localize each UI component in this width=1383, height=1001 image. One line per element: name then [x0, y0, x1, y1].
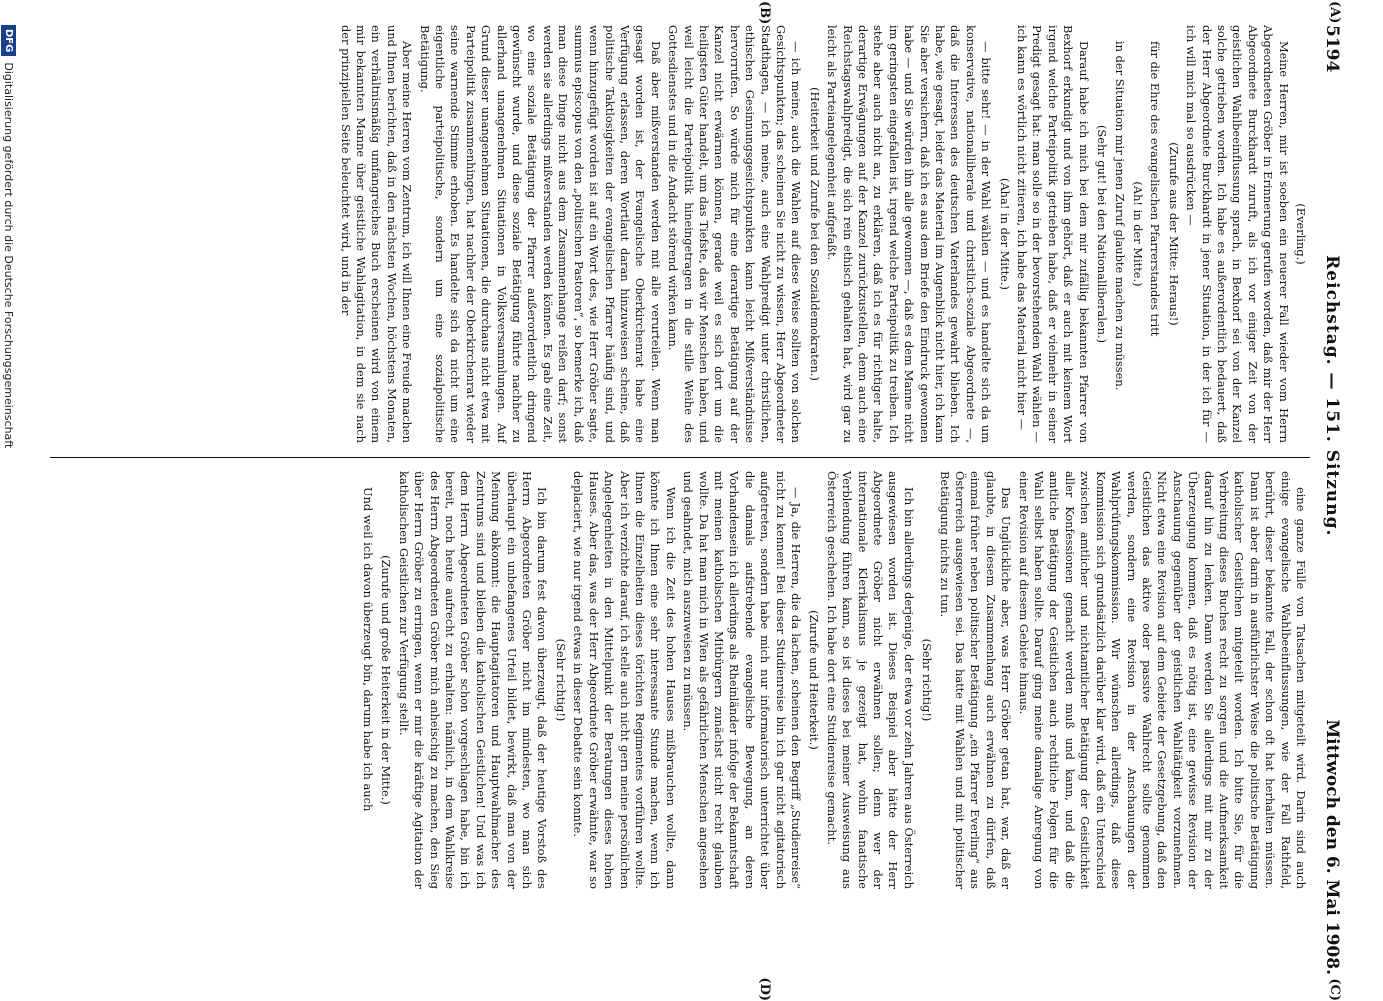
speaker-label: (Everling.): [1293, 203, 1308, 265]
rotated-document-page: [2, 1, 1352, 1001]
margin-marker-c: (C): [1326, 978, 1342, 1001]
dfg-logo: DFG: [1, 25, 16, 56]
column-divider: [50, 457, 1310, 458]
margin-marker-b: (B): [756, 1, 772, 25]
interjection: (Sehr gut! bei den Nationalliberalen.): [1094, 124, 1109, 344]
margin-marker-d: (D): [756, 977, 772, 1001]
paragraph: Daß aber mißverstanden werden mit alle verurteilen. Wenn man gesagt worden ist, der Evangelische Oberkirchenrat habe eine Verfügung erlassen, deren Wortlaut daran hinzuweisen scheine, daß politische Taktlosigkeiten der evangelischen Pfarrer häufig sind, und wenn hinzugefügt worden ist auf ein Wort des, wie Herr Gröber sagte, summus episcopus von den „politischen Pastoren“, so bemerke ich, daß man diese Dinge nicht aus dem Zusammenhange reißen darf; sonst werden sie allerdings mißverstanden werden können. Es gab eine Zeit, wo eine soziale Betätigung der Pfarrer außerordentlich dringend gewünscht wurde, und diese soziale Betätigung führte nachher zu allerhand unangenehmen Situationen in Volksversammlungen. Auf Grund dieser unangenehmen Situationen, die durchaus nicht etwa mit Parteipolitik zusammenhingen, hat nachher der Oberkirchenrat wieder seine warnende Stimme erhoben. Es handelte sich da nicht um eine eigentliche parteipolitische, sondern um eine sozialpolitische Betätigung.: [417, 25, 663, 443]
paragraph: eine ganze Fülle von Tatsachen mitgeteilt wird. Darin sind auch einige evangelische Wahlbeeinflussungen, wie der Fall Rathfeld, berührt, dieser bekannte Fall, der schon oft hat herhalten müssen. Dann ist aber darin in ausführlichster Weise die politische Betätigung katholischer Geistlichen mitgeteilt worden. Ich bitte Sie, für die Verbreitung dieses Buches recht zu sorgen und die Aufmerksamkeit darauf hin zu lenken. Dann werden Sie allerdings mit mir zu der Überzeugung kommen, daß es nötig ist, eine gewisse Revision der Anschauung gegenüber der geistlichen Wahltätigkeit vorzunehmen. Nicht etwa eine Revision auf dem Gebiete der Gesetzgebung, daß den Geistlichen das aktive oder passive Wahlrecht sollte genommen werden, sondern eine Revision in der Anschauungen der Wahlprüfungskommission. Wir wünschen allerdings, daß diese Kommission sich grundsätzlich darüber klar wird, daß ein Unterschied zwischen amtlicher und nichtamtlicher Betätigung der Geistlichkeit aller Konfessionen gemacht werden muß und kann, und daß die amtliche Betätigung der Geistlichen auch rechtliche Folgen für die Wahl selbst haben sollte. Darauf ging meine damalige Anregung von einer Revision auf diesem Gebiete hinaus.: [1016, 471, 1308, 889]
paragraph: — ich meine, auch die Wahlen auf diese Weise sollten von solchen Gesichtspunkten; das scheinen Sie nicht zu wissen, Herr Abgeordneter Stadthagen, — ich meine, auch eine Wahlpredigt unter christlichen, ethischen Gesinnungsgesichtspunkten kann leicht Mißverständnisse hervorrufen. So würde mich für eine derartige Betätigung auf der Kanzel nicht erwärmen können, gerade weil es sich dort um die heiligsten Güter handelt, um das Tiefste, das wir Menschen haben, und weil leicht die Parteipolitik hineingetragen in die stille Weihe des Gottesdienstes und in die Andacht störend wirken kann.: [665, 25, 803, 443]
paragraph: Aber meine Herren vom Zentrum, ich will Ihnen eine Freude machen und Ihnen berichten, daß in den nächsten Wochen, höchstens Monaten, ein verhältnismäßig umfangreiches Buch erscheinen wird von einem mir bekannten Manne über geistliche Wahlagitation, in dem sie nach der prinzipiellen Seite beleuchtet wird, und in der: [338, 25, 414, 443]
interjection: (Sehr richtig!): [919, 638, 934, 722]
paragraph: für die Ehre des evangelischen Pfarrerstandes tritt: [1147, 41, 1162, 337]
page-header: [1312, 25, 1352, 975]
interjection: (Heiterkeit und Zurufe bei den Sozialdemokraten.): [807, 87, 822, 381]
left-text-column: [40, 25, 1308, 443]
paragraph: Das Unglückliche aber, was Herr Gröber getan hat, war, daß er glaubte, in diesem Zusammenhang auch erwähnen zu dürfen, daß einmal früher neben politischer Betätigung „ein Pfarrer Everling“ aus Österreich ausgewiesen sei. Das hatte mit Wahlen und mit politischer Betätigung nichts zu tun.: [937, 471, 1013, 889]
paragraph: Ich bin allerdings derjenige, der etwa vor zehn Jahren aus Österreich ausgewiesen worden ist. Dieses Beispiel aber hätte der Herr Abgeordnete Gröber nicht erwähnen sollen; denn wer der internationale Klerikalismus je gezeigt hat, wohin fanatische Verblendung führen kann, so ist dieses bei meiner Ausweisung aus Österreich geschehen. Ich habe dort eine Studienreise gemacht.: [824, 471, 916, 889]
interjection: (Aha! in der Mitte.): [997, 178, 1012, 290]
paragraph: Darauf habe ich mich bei dem mir zufällig bekannten Pfarrer von Bexhorf erkundigt und von ihm gehört, daß er auch mit keinem Wort irgend welche Parteipolitik getrieben habe, daß er vielmehr in seiner Predigt gesagt hat: man solle so in der bevorstehenden Wahl wählen — ich kann es wörtlich nicht zitieren, ich habe das Material nicht hier —: [1014, 25, 1091, 443]
paragraph: Ich bin darum fest davon überzeugt, daß der heutige Vorstoß des Herrn Abgeordneten Gröber nicht im mindesten, wo man sich überhaupt ein unbefangenes Urteil bildet, bewirkt, daß man von der Meinung abkommt: die Hauptagitatoren und Hauptwahlmacher des Zentrums sind und bleiben die katholischen Geistlichen! Und was ich dem Herrn Abgeordneten Gröber schon vorgeschlagen habe, bin ich bereit, noch heute aufrecht zu erhalten: nämlich, in dem Wahlkreise des Herrn Abgeordneten Gröber mich anheischig zu machen, den Sieg über Herrn Gröber zu erringen, wenn er mir die kräftige Agitation der katholischen Geistlichen zur Verfügung stellt.: [396, 471, 549, 889]
paragraph: Wenn ich die Zeit des hohen Hauses mißbrauchen wollte, dann könnte ich Ihnen eine sehr interessante Stunde machen, wenn ich Ihnen die Einzelheiten dieses törichten Regimentes vorführen wollte. Aber ich verzichte darauf, ich stelle auch nicht gern meine persönlichen Angelegenheiten in den Mittelpunkt der Beratungen dieses hohen Hauses. Aber das, was der Herr Abgeordnete Gröber erwähnte, war so deplaciert, wie nur irgend etwas in dieser Debatte sein konnte.: [570, 471, 678, 889]
paragraph: — bitte sehr! — in der Wahl wählen — und es handelte sich da um konservative, nationalliberale und christlich-soziale Abgeordnete —, daß die Interessen des deutschen Vaterlandes gewahrt blieben. Ich habe, wie gesagt, leider das Material im Augenblick nicht hier, ich kann Sie aber versichern, daß ich es aus dem Briefe den Eindruck gewonnen habe — und Sie würden ihn alle gewonnen —, daß es dem Manne nicht im geringsten eingefallen ist, irgend welche Parteipolitik zu treiben. Ich stehe aber auch nicht an, zu erklären, daß ich es für richtiger halte, derartige Erwägungen auf der Kanzel zurückzustellen, denn auch eine Reichstagswahlpredigt, die sich rein ethisch gehalten hat, wird gar zu leicht als Parteiangelegenheit aufgefaßt.: [824, 25, 993, 443]
interjection: (Sehr richtig!): [553, 638, 568, 722]
paragraph: — Ja, die Herren, die da lachen, scheinen den Begriff „Studienreise“ nicht zu kennen! Bei dieser Studienreise bin ich gar nicht agitatorisch aufgetreten, sondern habe mich nur informatorisch unterrichtet über die damals aufstrebende evangelische Bewegung, an deren Vorhandensein ich allerdings als Rheinländer infolge der Bekanntschaft mit meinen katholischen Mitbürgern zunächst nicht recht glauben wollte. Da hat man mich in Wien als gefährlichen Menschen angesehen und geahndet, mich auszuweisen zu müssen.: [680, 471, 803, 889]
paragraph: Und weil ich davon überzeugt bin, darum habe ich auch: [360, 487, 375, 812]
interjection: (Zurufe und große Heiterkeit in der Mitte.): [378, 555, 393, 805]
interjection: (Zurufe aus der Mitte: Heraus!): [1166, 142, 1181, 326]
page-title: Reichstag. — 151. Sitzung.: [1321, 255, 1342, 537]
interjection: (Ah! in der Mitte.): [1130, 181, 1145, 287]
page-number: 5194: [1321, 25, 1342, 73]
margin-marker-a: (A): [1326, 1, 1342, 24]
digitization-credit: [0, 25, 22, 975]
interjection: (Zurufe und Heiterkeit.): [806, 610, 821, 750]
right-text-column: [40, 471, 1308, 889]
paragraph: Meine Herren, mir ist soeben ein neuerer Fall wieder vom Herrn Abgeordneten Gröber in Erinnerung gerufen worden, daß mir der Herr Abgeordnete Burckhardt zuruft, als ich vor einiger Zeit von der geistlichen Wahlbeeinflussung sprach, in Bexhorf sei von der Kanzel solche getrieben worden. Ich habe es außerordentlich bedauert, daß der Herr Abgeordnete Burckhardt in jener Situation, in der ich für — ich will mich mal so ausdrücken —: [1183, 25, 1291, 443]
paragraph: in der Situation mir jenen Zuruf glaubte machen zu müssen.: [1112, 41, 1127, 391]
credit-text: Digitalisierung gefördert durch die Deutsche Forschungsgemeinschaft: [2, 62, 15, 449]
page-date: Mittwoch den 6. Mai 1908.: [1321, 719, 1342, 975]
